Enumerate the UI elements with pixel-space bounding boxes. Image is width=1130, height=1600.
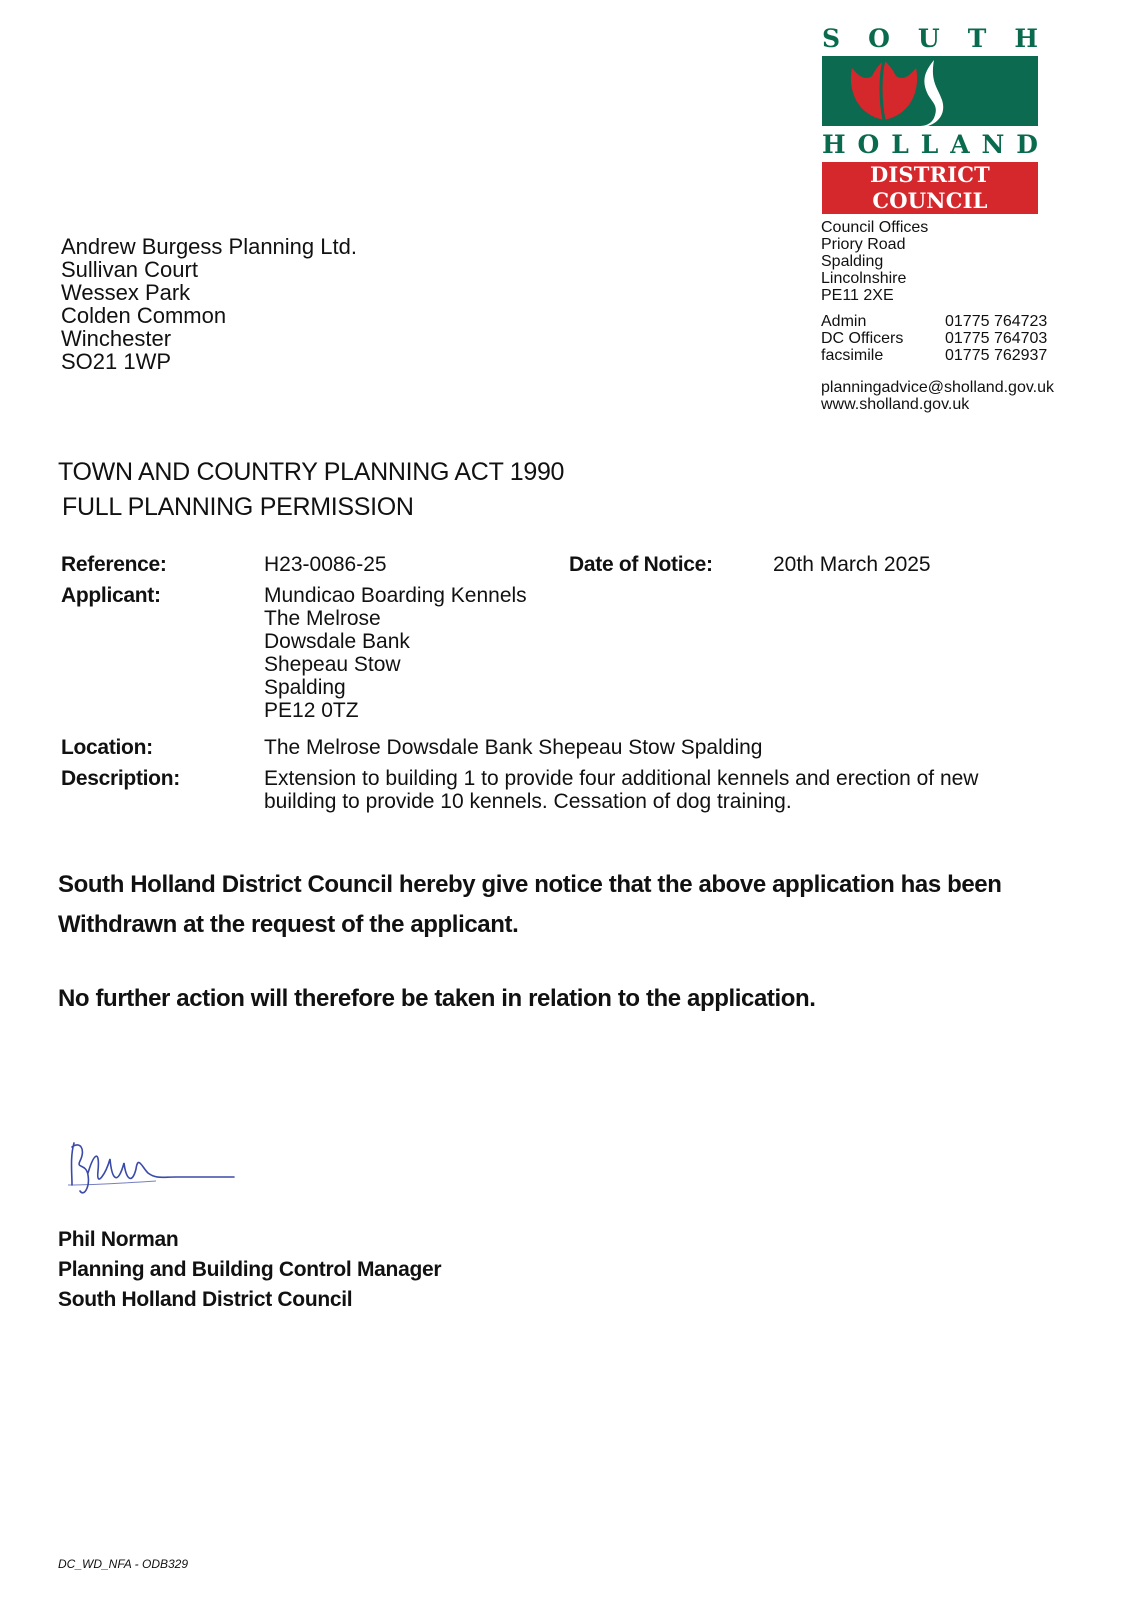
signatory-block [58, 1225, 441, 1315]
logo-letter: L [920, 130, 939, 159]
logo-tulip-band [822, 56, 1038, 126]
description-label: Description: [61, 767, 180, 790]
phone-number: 01775 764723 [945, 313, 1048, 330]
phone-row [821, 313, 1054, 330]
notice-further-action: No further action will therefore be taken in relation to the application. [58, 985, 816, 1012]
signature-image [66, 1133, 246, 1203]
applicant-line: Spalding [264, 676, 346, 699]
document-code: DC_WD_NFA - ODB329 [58, 1557, 189, 1571]
address-line: PE11 2XE [821, 287, 894, 304]
location-value: The Melrose Dowsdale Bank Shepeau Stow Spalding [264, 736, 763, 759]
signatory-title: Planning and Building Control Manager [58, 1258, 442, 1281]
signatory-organisation: South Holland District Council [58, 1288, 353, 1311]
phone-label: Admin [821, 313, 867, 330]
council-logo [822, 24, 1038, 214]
phone-row [821, 330, 1054, 347]
applicant-value [264, 584, 527, 722]
location-label: Location: [61, 736, 153, 759]
address-line: Council Offices [821, 219, 929, 236]
description-line: Extension to building 1 to provide four additional kennels and erection of new [264, 767, 979, 790]
address-line: Spalding [821, 253, 884, 270]
applicant-line: Mundicao Boarding Kennels [264, 584, 527, 607]
contact-website: www.sholland.gov.uk [821, 396, 970, 413]
notice-line: Withdrawn at the request of the applicant. [58, 911, 519, 938]
phone-label: facsimile [821, 347, 884, 364]
recipient-address [61, 235, 357, 373]
logo-letter: H [822, 130, 846, 159]
recipient-line: Andrew Burgess Planning Ltd. [61, 234, 357, 259]
date-value: 20th March 2025 [773, 553, 931, 576]
contact-email: planningadvice@sholland.gov.uk [821, 379, 1054, 396]
recipient-line: Colden Common [61, 303, 227, 328]
phone-number: 01775 762937 [945, 347, 1048, 364]
logo-letter: S [822, 24, 841, 53]
logo-word-holland [822, 130, 1038, 160]
logo-letter: A [950, 130, 970, 159]
address-line: Lincolnshire [821, 270, 907, 287]
act-heading: TOWN AND COUNTRY PLANNING ACT 1990 [58, 458, 565, 486]
contact-web [821, 379, 1054, 413]
logo-letter: O [857, 130, 880, 159]
logo-letter: U [917, 24, 940, 53]
description-value [264, 767, 978, 813]
applicant-label: Applicant: [61, 584, 161, 607]
logo-letter: H [1014, 24, 1038, 53]
logo-letter: D [1016, 130, 1038, 159]
council-address-lines [821, 219, 1054, 304]
logo-word-south [822, 24, 1038, 54]
logo-banner: DISTRICT COUNCIL [822, 162, 1038, 214]
recipient-line: Sullivan Court [61, 257, 198, 282]
logo-letter: L [891, 130, 909, 159]
phone-list [821, 313, 1054, 364]
applicant-line: The Melrose [264, 607, 381, 630]
phone-number: 01775 764703 [945, 330, 1048, 347]
tulip-icon [822, 56, 1038, 126]
permission-heading: FULL PLANNING PERMISSION [62, 493, 414, 521]
phone-label: DC Officers [821, 330, 904, 347]
phone-row [821, 347, 1054, 364]
address-line: Priory Road [821, 236, 906, 253]
applicant-line: Dowsdale Bank [264, 630, 410, 653]
recipient-line: SO21 1WP [61, 349, 172, 374]
notice-text [58, 865, 1078, 945]
recipient-line: Wessex Park [61, 280, 191, 305]
description-line: building to provide 10 kennels. Cessation of dog training. [264, 790, 792, 813]
date-label: Date of Notice: [569, 553, 713, 576]
notice-line: South Holland District Council hereby give notice that the above application has been [58, 871, 1002, 898]
logo-letter: T [967, 24, 987, 53]
applicant-line: Shepeau Stow [264, 653, 401, 676]
logo-letter: O [868, 24, 890, 53]
recipient-line: Winchester [61, 326, 172, 351]
applicant-line: PE12 0TZ [264, 699, 359, 722]
reference-label: Reference: [61, 553, 167, 576]
signatory-name: Phil Norman [58, 1228, 179, 1251]
council-address [821, 219, 1054, 413]
logo-letter: N [981, 130, 1005, 159]
reference-value: H23-0086-25 [264, 553, 387, 576]
